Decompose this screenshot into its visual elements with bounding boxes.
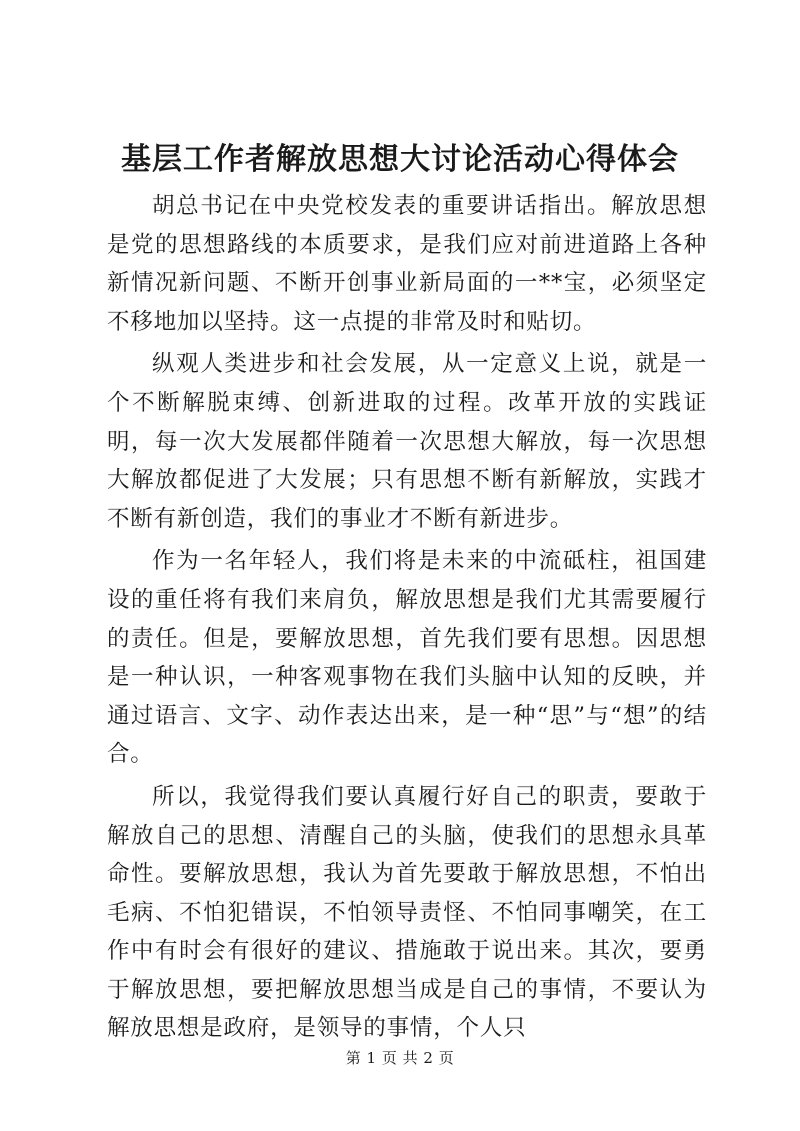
paragraph-3: 作为一名年轻人，我们将是未来的中流砥柱，祖国建设的重任将有我们来肩负，解放思想是我们尤其需要履行的责任。但是，要解放思想，首先我们要有思想。因思想是一种认识，一种客观事物在我们头脑中认知的反映，并通过语言、文字、动作表达出来，是一种“思”与“想”的结合。 xyxy=(107,548,707,768)
document-body xyxy=(107,187,707,1052)
paragraph-1: 胡总书记在中央党校发表的重要讲话指出。解放思想是党的思想路线的本质要求，是我们应对前进道路上各种新情况新问题、不断开创事业新局面的一**宝，必须坚定不移地加以坚持。这一点提的非常及时和贴切。 xyxy=(107,193,707,335)
paragraph-4: 所以，我觉得我们要认真履行好自己的职责，要敢于解放自己的思想、清醒自己的头脑，使我们的思想永具革命性。要解放思想，我认为首先要敢于解放思想，不怕出毛病、不怕犯错误，不怕领导责怪、不怕同事嘲笑，在工作中有时会有很好的建议、措施敢于说出来。其次，要勇于解放思想，要把解放思想当成是自己的事情，不要认为解放思想是政府，是领导的事情，个人只 xyxy=(107,783,707,1042)
document-title: 基层工作者解放思想大讨论活动心得体会 xyxy=(121,142,679,177)
page-footer: 第 1 页 共 2 页 xyxy=(345,1049,455,1067)
paragraph-2: 纵观人类进步和社会发展，从一定意义上说，就是一个不断解脱束缚、创新进取的过程。改革开放的实践证明，每一次大发展都伴随着一次思想大解放，每一次思想大解放都促进了大发展；只有思想不断有新解放，实践才不断有新创造，我们的事业才不断有新进步。 xyxy=(107,351,707,532)
